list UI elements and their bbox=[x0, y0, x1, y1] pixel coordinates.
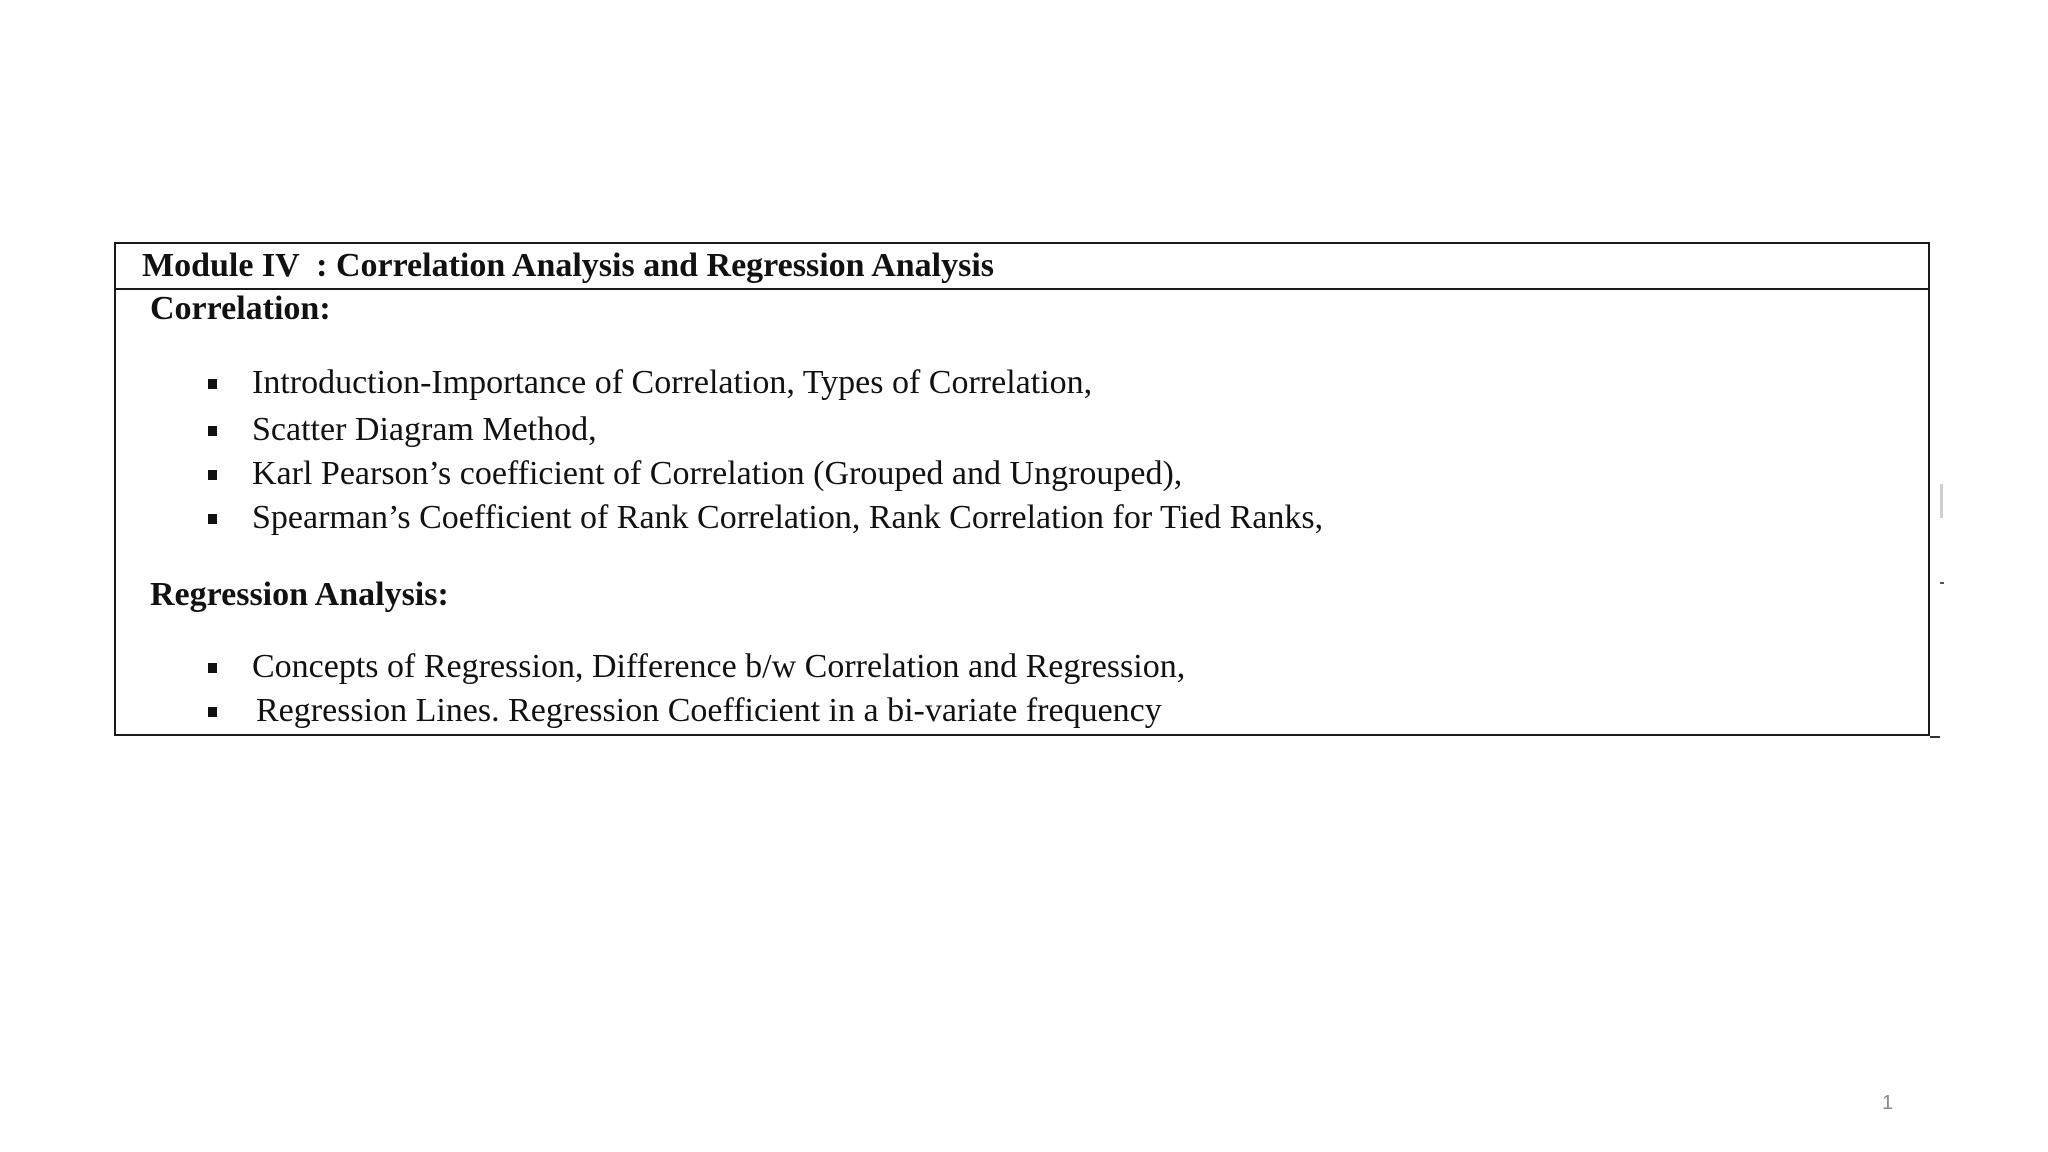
module-title: Module IV : Correlation Analysis and Regression Analysis bbox=[142, 247, 995, 284]
list-item-text: Regression Lines. Regression Coefficient in a bi-variate frequency bbox=[256, 692, 1162, 729]
list-item-text: Spearman’s Coefficient of Rank Correlation, Rank Correlation for Tied Ranks, bbox=[252, 499, 1324, 536]
regression-heading: Regression Analysis: bbox=[150, 576, 449, 613]
square-bullet-icon bbox=[208, 470, 217, 480]
square-bullet-icon bbox=[208, 514, 217, 524]
list-item-text: Scatter Diagram Method, bbox=[252, 411, 597, 448]
page-number: 1 bbox=[1882, 1092, 1894, 1114]
square-bullet-icon bbox=[208, 663, 217, 673]
scan-artifact bbox=[1930, 736, 1940, 738]
syllabus-table bbox=[114, 242, 1930, 736]
square-bullet-icon bbox=[208, 707, 217, 717]
scan-artifact bbox=[1940, 582, 1944, 584]
square-bullet-icon bbox=[208, 426, 217, 436]
scan-artifact bbox=[1940, 484, 1943, 518]
list-item-text: Concepts of Regression, Difference b/w Correlation and Regression, bbox=[252, 648, 1186, 685]
square-bullet-icon bbox=[208, 379, 217, 389]
list-item-text: Introduction-Importance of Correlation, Types of Correlation, bbox=[252, 364, 1093, 401]
correlation-heading: Correlation: bbox=[150, 290, 331, 327]
list-item-text: Karl Pearson’s coefficient of Correlation (Grouped and Ungrouped), bbox=[252, 455, 1183, 492]
module-header-row bbox=[116, 244, 1928, 290]
